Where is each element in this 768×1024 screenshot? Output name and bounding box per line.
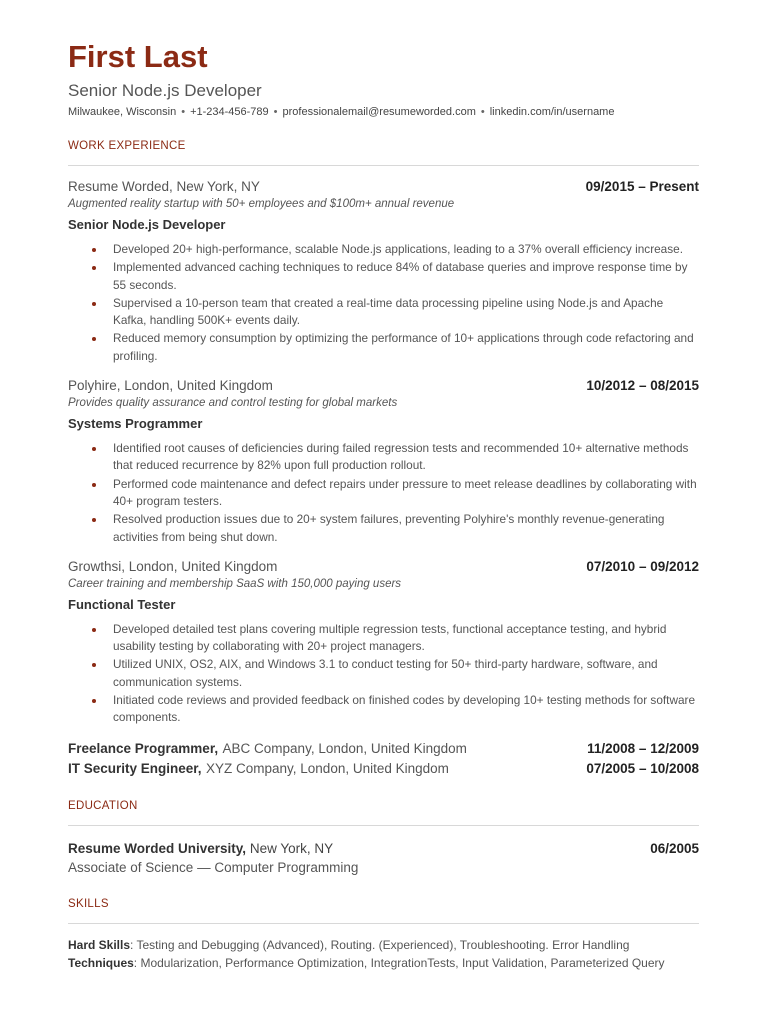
contact-phone: +1-234-456-789 bbox=[190, 106, 269, 118]
job-entry bbox=[68, 377, 699, 546]
job-bullet: Initiated code reviews and provided feedback on finished codes by developing 10+ testing methods for software components. bbox=[113, 692, 699, 727]
job-bullet: Resolved production issues due to 20+ system failures, preventing Polyhire's monthly revenue-generating activities from being shut down. bbox=[113, 511, 699, 546]
short-jobs bbox=[68, 739, 699, 779]
section-divider bbox=[68, 165, 699, 166]
job-bullets bbox=[68, 241, 699, 365]
candidate-name: First Last bbox=[68, 39, 208, 74]
contact-line bbox=[68, 105, 699, 119]
job-bullet: Implemented advanced caching techniques to reduce 84% of database queries and improve response time by 55 seconds. bbox=[113, 259, 699, 294]
job-role: Systems Programmer bbox=[68, 416, 203, 432]
short-job-company: XYZ Company, London, United Kingdom bbox=[206, 760, 449, 776]
job-dates: 09/2015 – Present bbox=[585, 179, 699, 194]
short-job-dates: 07/2005 – 10/2008 bbox=[586, 760, 699, 776]
education-header bbox=[68, 839, 699, 858]
education-school: Resume Worded University, bbox=[68, 840, 247, 856]
contact-separator: • bbox=[273, 106, 278, 118]
skills-heading: SKILLS bbox=[68, 897, 109, 910]
job-company: Growthsi, London, United Kingdom bbox=[68, 558, 278, 574]
job-entry bbox=[68, 178, 699, 365]
job-description: Provides quality assurance and control testing for global markets bbox=[68, 397, 398, 410]
job-header bbox=[68, 178, 699, 195]
job-bullet: Identified root causes of deficiencies during failed regression tests and recommended 10+ alternative methods that reduced recurrence by 82% upon full production rollout. bbox=[113, 440, 699, 475]
section-divider bbox=[68, 825, 699, 826]
job-role: Functional Tester bbox=[68, 596, 176, 612]
section-divider bbox=[68, 923, 699, 924]
education-location: New York, NY bbox=[249, 840, 334, 856]
job-dates: 07/2010 – 09/2012 bbox=[586, 558, 699, 574]
skills-value: : Testing and Debugging (Advanced), Routing. (Experienced), Troubleshooting. Error Handling bbox=[130, 937, 630, 952]
short-job-role: Freelance Programmer, bbox=[68, 740, 219, 756]
job-bullet: Reduced memory consumption by optimizing the performance of 10+ applications through code refactoring and profiling. bbox=[113, 330, 699, 365]
job-company: Resume Worded, New York, NY bbox=[68, 179, 260, 194]
job-bullets bbox=[68, 440, 699, 546]
job-header bbox=[68, 377, 699, 394]
short-job-entry bbox=[68, 739, 699, 759]
job-dates: 10/2012 – 08/2015 bbox=[586, 378, 699, 394]
short-job-role: IT Security Engineer, bbox=[68, 760, 202, 776]
skills-label: Hard Skills bbox=[68, 937, 131, 952]
job-description: Augmented reality startup with 50+ employees and $100m+ annual revenue bbox=[68, 198, 455, 210]
job-bullet: Developed detailed test plans covering multiple regression tests, functional acceptance testing, and hybrid usability testing by collaborating with 20+ project managers. bbox=[113, 621, 699, 656]
contact-separator: • bbox=[181, 106, 186, 118]
contact-email[interactable]: professionalemail@resumeworded.com bbox=[282, 106, 476, 118]
candidate-title: Senior Node.js Developer bbox=[68, 81, 262, 100]
job-bullet: Developed 20+ high-performance, scalable Node.js applications, leading to a 37% overall efficiency increase. bbox=[113, 241, 699, 258]
job-bullets bbox=[68, 621, 699, 727]
work-experience-heading: WORK EXPERIENCE bbox=[68, 140, 186, 152]
job-bullet: Performed code maintenance and defect repairs under pressure to meet release deadlines by collaborating with 40+ program testers. bbox=[113, 476, 699, 511]
short-job-entry bbox=[68, 759, 699, 779]
education-degree: Associate of Science — Computer Programming bbox=[68, 859, 359, 875]
short-job-company: ABC Company, London, United Kingdom bbox=[222, 740, 467, 756]
contact-location: Milwaukee, Wisconsin bbox=[68, 106, 177, 118]
job-bullet: Supervised a 10-person team that created a real-time data processing pipeline using Node.js and Apache Kafka, handling 500K+ events daily. bbox=[113, 295, 699, 330]
short-job-dates: 11/2008 – 12/2009 bbox=[587, 740, 699, 756]
education-date: 06/2005 bbox=[650, 840, 699, 856]
contact-separator: • bbox=[480, 106, 485, 118]
job-header bbox=[68, 558, 699, 575]
job-bullet: Utilized UNIX, OS2, AIX, and Windows 3.1 to conduct testing for 50+ third-party hardware, software, and communication systems. bbox=[113, 656, 699, 691]
skills-row bbox=[68, 954, 699, 973]
job-entry bbox=[68, 558, 699, 727]
skills-list bbox=[68, 936, 699, 973]
skills-row bbox=[68, 936, 699, 955]
education-entry bbox=[68, 839, 699, 877]
skills-label: Techniques bbox=[68, 956, 134, 971]
job-description: Career training and membership SaaS with 150,000 paying users bbox=[68, 577, 402, 590]
contact-linkedin[interactable]: linkedin.com/in/username bbox=[489, 106, 615, 118]
education-heading: EDUCATION bbox=[68, 799, 138, 812]
job-role: Senior Node.js Developer bbox=[68, 217, 226, 232]
job-company: Polyhire, London, United Kingdom bbox=[68, 378, 273, 394]
skills-value: : Modularization, Performance Optimization, IntegrationTests, Input Validation, Parameterized Query bbox=[133, 956, 665, 971]
